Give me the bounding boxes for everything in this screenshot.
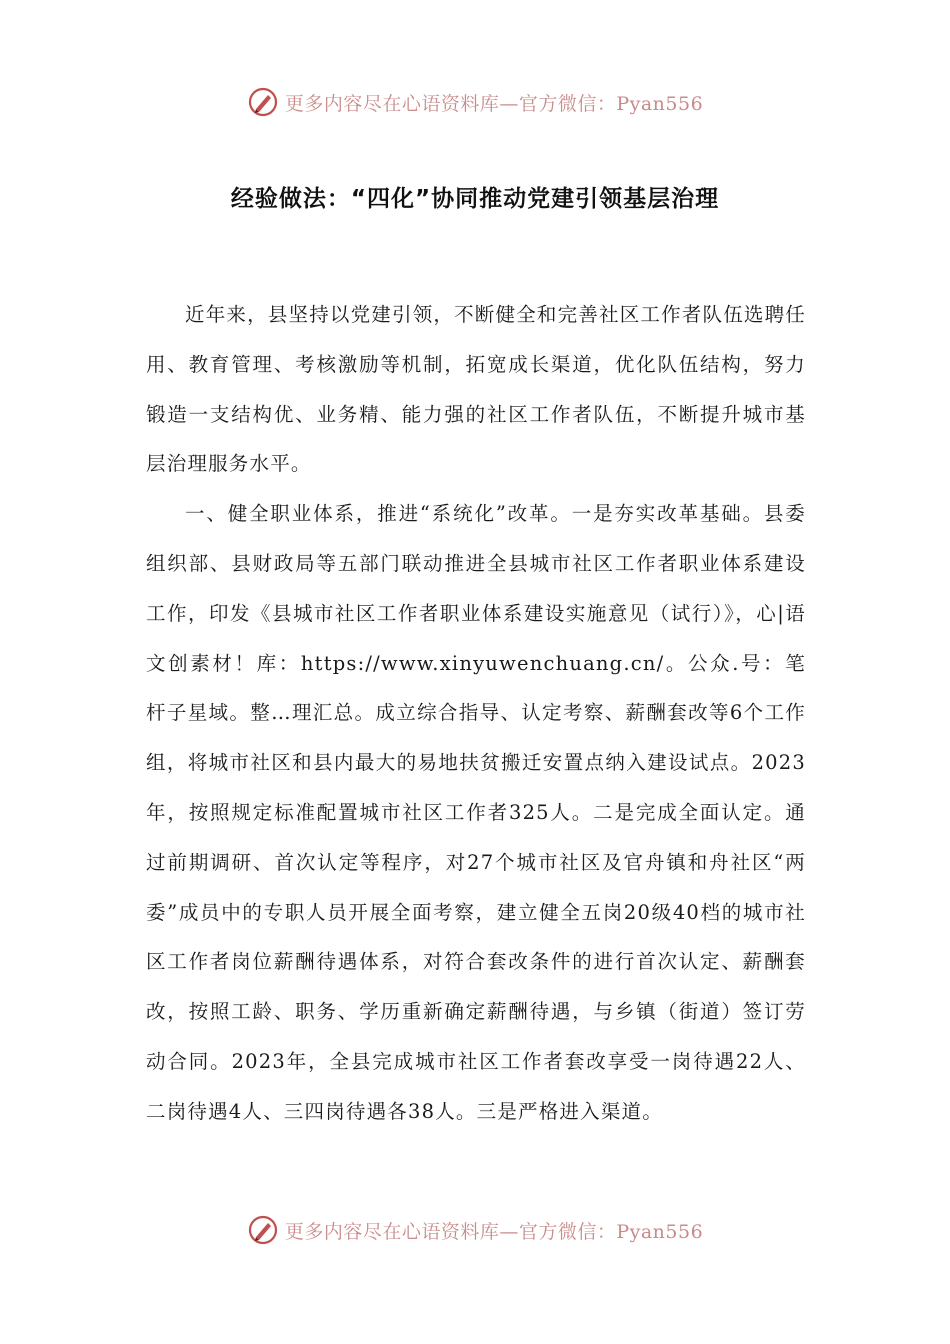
footer-watermark-banner [0, 1210, 950, 1250]
page-title: 经验做法：“四化”协同推动党建引领基层治理 [230, 186, 720, 212]
pen-logo-icon [247, 86, 279, 118]
paragraph-intro: 近年来，县坚持以党建引领，不断健全和完善社区工作者队伍选聘任用、教育管理、考核激励等机制，拓宽成长渠道，优化队伍结构，努力锻造一支结构优、业务精、能力强的社区工作者队伍，不断提升城市基层治理服务水平。 [146, 303, 807, 476]
pen-logo-icon [247, 1214, 279, 1246]
paragraph-section-one: 一、健全职业体系，推进“系统化”改革。一是夯实改革基础。县委组织部、县财政局等五部门联动推进全县城市社区工作者职业体系建设工作，印发《县城市社区工作者职业体系建设实施意见（试行）》，心|语文创素材！库：https://www.xinyuwenchuang.cn/。公众.号：笔杆子星域。整…理汇总。成立综合指导、认定考察、薪酬套改等6个工作组，将城市社区和县内最大的易地扶贫搬迁安置点纳入建设试点。2023年，按照规定标准配置城市社区工作者325人。二是完成全面认定。通过前期调研、首次认定等程序，对27个城市社区及官舟镇和舟社区“两委”成员中的专职人员开展全面考察，建立健全五岗20级40档的城市社区工作者岗位薪酬待遇体系，对符合套改条件的进行首次认定、薪酬套改，按照工龄、职务、学历重新确定薪酬待遇，与乡镇（街道）签订劳动合同。2023年，全县完成城市社区工作者套改享受一岗待遇22人、二岗待遇4人、三四岗待遇各38人。三是严格进入渠道。 [146, 502, 806, 1123]
document-body [146, 290, 806, 1137]
watermark-text: 更多内容尽在心语资料库—官方微信：Pyan556 [284, 1220, 704, 1243]
watermark-text: 更多内容尽在心语资料库—官方微信：Pyan556 [284, 92, 704, 115]
header-watermark-banner [0, 82, 950, 122]
